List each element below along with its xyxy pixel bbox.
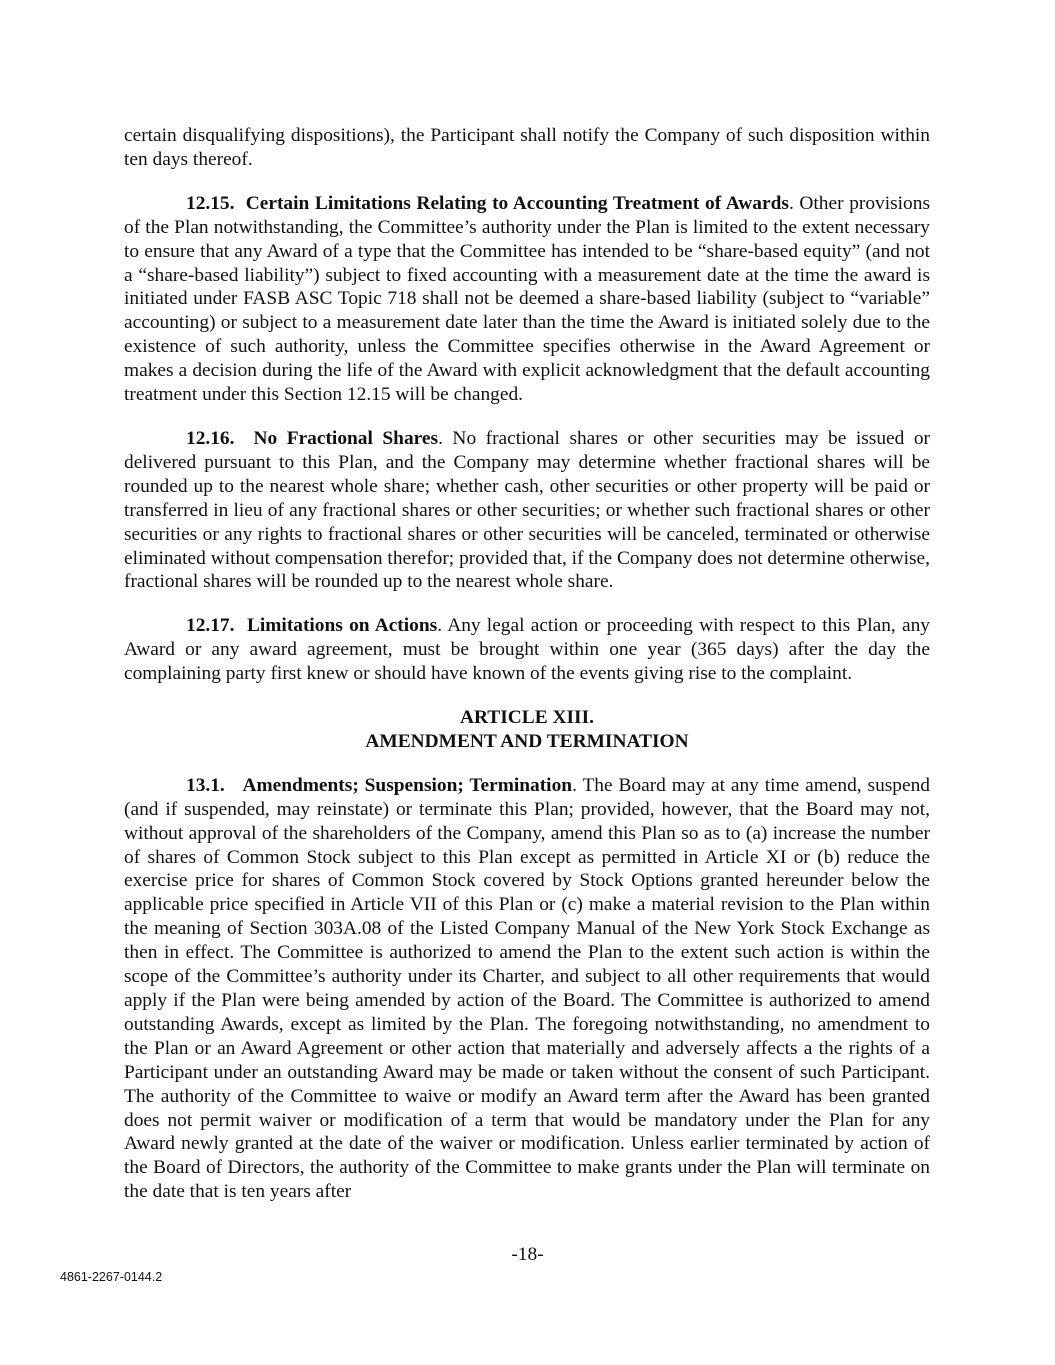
section-body: . Any legal action or proceeding with respect to this Plan, any Award or any award agreement, must be brought within one year (365 days) after the day the complaining party first knew or should have known of the events giving rise to the complaint.	[124, 615, 931, 685]
section-title: Certain Limitations Relating to Accounting Treatment of Awards	[245, 192, 789, 214]
continuation-paragraph: certain disqualifying dispositions), the Participant shall notify the Company of such disposition within ten days thereof.	[124, 125, 930, 170]
article-heading	[124, 706, 930, 754]
document-page	[124, 124, 930, 1224]
section-title: Limitations on Actions	[246, 615, 438, 637]
article-number: ARTICLE XIII.	[459, 707, 594, 729]
section-body: . No fractional shares or other securities may be issued or delivered pursuant to this Plan, and the Company may determine whether fractional shares will be rounded up to the nearest whole share; whether cash, other securities or other property will be paid or transferred in lieu of any fractional shares or other securities; or whether such fractional shares or other securities or any rights to fractional shares or other securities will be canceled, terminated or otherwise eliminated without compensation therefor; provided that, if the Company does not determine otherwise, fractional shares will be rounded up to the nearest whole share.	[124, 427, 930, 593]
section-body: . Other provisions of the Plan notwithstanding, the Committee’s authority under the Plan is limited to the extent necessary to ensure that any Award of a type that the Committee has intended to be “share-based equity” (and not a “share-based liability”) subject to fixed accounting with a measurement date at the time the award is initiated under FASB ASC Topic 718 shall not be deemed a share-based liability (subject to “variable” accounting) or subject to a measurement date later than the time the Award is initiated solely due to the existence of such authority, unless the Committee specifies otherwise in the Award Agreement or makes a decision during the life of the Award with explicit acknowledgment that the default accounting treatment under this Section 12.15 will be changed.	[124, 192, 930, 406]
section-body: . The Board may at any time amend, suspend (and if suspended, may reinstate) or terminate this Plan; provided, however, that the Board may not, without approval of the shareholders of the Company, amend this Plan so as to (a) increase the number of shares of Common Stock subject to this Plan except as permitted in Article XI or (b) reduce the exercise price for shares of Common Stock covered by Stock Options granted hereunder below the applicable price specified in Article VII of this Plan or (c) make a material revision to the Plan within the meaning of Section 303A.08 of the Listed Company Manual of the New York Stock Exchange as then in effect. The Committee is authorized to amend the Plan to the extent such action is within the scope of the Committee’s authority under its Charter, and subject to all other requirements that would apply if the Plan were being amended by action of the Board. The Committee is authorized to amend outstanding Awards, except as limited by the Plan. The foregoing notwithstanding, no amendment to the Plan or an Award Agreement or other action that materially and adversely affects a the rights of a Participant under an outstanding Award may be made or taken without the consent of such Participant. The authority of the Committee to waive or modify an Award term after the Award has been granted does not permit waiver or modification of a term that would be mandatory under the Plan for any Award newly granted at the date of the waiver or modification. Unless earlier terminated by action of the Board of Directors, the authority of the Committee to make grants under the Plan will terminate on the date that is ten years after	[124, 774, 930, 1203]
article-title: AMENDMENT AND TERMINATION	[365, 730, 689, 752]
section-title: Amendments; Suspension; Termination	[242, 774, 573, 796]
section-12-17	[124, 614, 930, 686]
section-title: No Fractional Shares	[253, 427, 439, 449]
section-number: 12.16.	[186, 427, 235, 449]
section-number: 12.15.	[186, 192, 235, 214]
section-number: 13.1.	[186, 774, 225, 796]
section-13-1	[124, 774, 930, 1204]
section-12-15	[124, 192, 930, 407]
document-id: 4861-2267-0144.2	[60, 1270, 163, 1284]
page-number: -18-	[511, 1244, 544, 1265]
section-12-16	[124, 427, 930, 594]
section-number: 12.17.	[186, 615, 235, 637]
